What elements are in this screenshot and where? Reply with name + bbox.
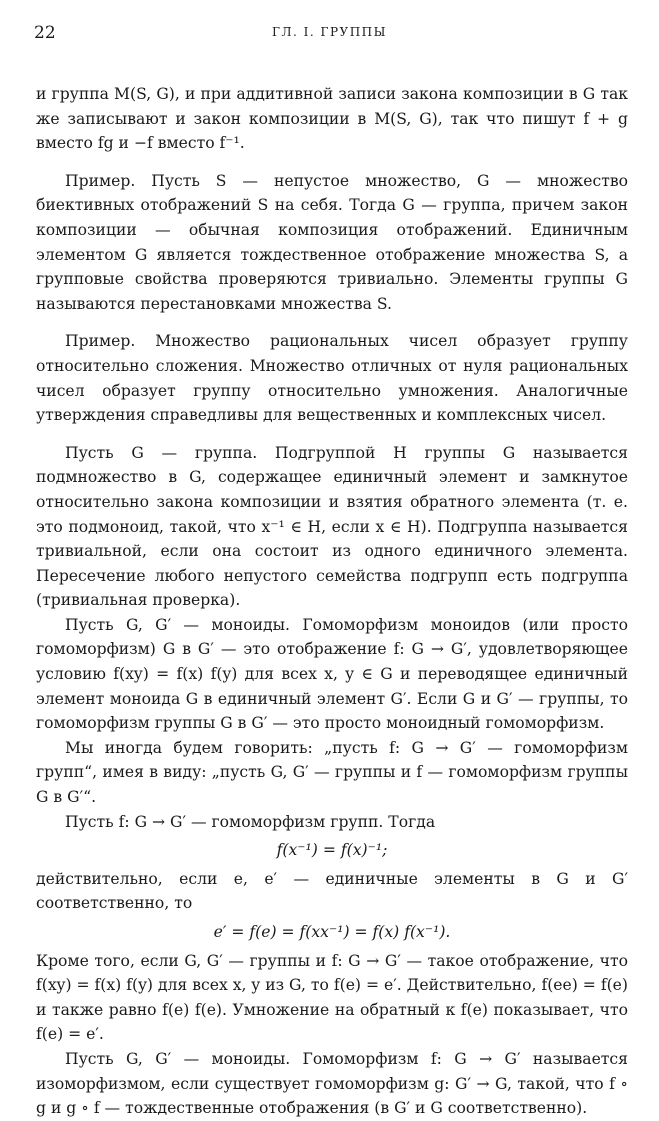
paragraph-group-homomorphism: Пусть f: G → G′ — гомоморфизм групп. Тогда bbox=[65, 812, 436, 831]
paragraph-homomorphism-definition: Пусть G, G′ — моноиды. Гомоморфизм моноидов (или просто гомоморфизм) G в G′ — это отображение f: G → G′, удовлетворяющее условию f(xy) = f(x) f(y) для всех x, y ∈ G и переводящее единичный элемент моноида G в единичный элемент G′. Если G и G′ — группы, то гомоморфизм группы G в G′ — это просто моноидный гомоморфизм. bbox=[36, 615, 628, 733]
page-number: 22 bbox=[34, 23, 56, 43]
paragraph-example-rationals: Пример. Множество рациональных чисел образует группу относительно сложения. Множество отличных от нуля рациональных чисел образует группу относительно умножения. Аналогичные утверждения справедливы для вещественных и комплексных чисел. bbox=[36, 332, 628, 425]
formula-inverse: f(x⁻¹) = f(x)⁻¹; bbox=[276, 841, 388, 860]
page-header bbox=[34, 23, 625, 45]
paragraph-identity-elements: действительно, если e, e′ — единичные элементы в G и G′ соответственно, то bbox=[36, 869, 628, 913]
paragraph-identity-preserved: Кроме того, если G, G′ — группы и f: G → G′ — такое отображение, что f(xy) = f(x) f(y) для всех x, y из G, то f(e) = e′. Действительно, f(ee) = f(e) и также равно f(e) f(e). Умножение на обратный к f(e) показывает, что f(e) = e′. bbox=[36, 951, 628, 1044]
running-head: ГЛ. I. ГРУППЫ bbox=[272, 25, 387, 39]
formula-identity: e′ = f(e) = f(xx⁻¹) = f(x) f(x⁻¹). bbox=[213, 923, 451, 941]
paragraph-continuation: и группа M(S, G), и при аддитивной записи закона композиции в G так же записывают и закон композиции в M(S, G), так что пишут f + g вместо fg и −f вместо f⁻¹. bbox=[36, 85, 628, 153]
paragraph-example-permutations: Пример. Пусть S — непустое множество, G — множество биективных отображений S на себя. Тогда G — группа, причем закон композиции — обычная композиция отображений. Единичным элементом G является тождественное отображение множества S, а групповые свойства проверяются тривиально. Элементы группы G называются перестановками множества S. bbox=[36, 171, 628, 313]
paragraph-subgroup-definition: Пусть G — группа. Подгруппой H группы G называется подмножество в G, содержащее единичный элемент и замкнутое относительно закона композиции и взятия обратного элемента (т. е. это подмоноид, такой, что x⁻¹ ∈ H, если x ∈ H). Подгруппа называется тривиальной, если она состоит из одного единичного элемента. Пересечение любого непустого семейства подгрупп есть подгруппа (тривиальная проверка). bbox=[36, 443, 628, 610]
paragraph-terminology: Мы иногда будем говорить: „пусть f: G → G′ — гомоморфизм групп“, имея в виду: „пусть G, G′ — группы и f — гомоморфизм группы G в G′“. bbox=[36, 738, 628, 807]
page-body bbox=[36, 82, 628, 1121]
paragraph-isomorphism-definition: Пусть G, G′ — моноиды. Гомоморфизм f: G → G′ называется изоморфизмом, если существует гомоморфизм g: G′ → G, такой, что f ∘ g и g ∘ f — тождественные отображения (в G′ и G соответственно). bbox=[36, 1049, 628, 1118]
